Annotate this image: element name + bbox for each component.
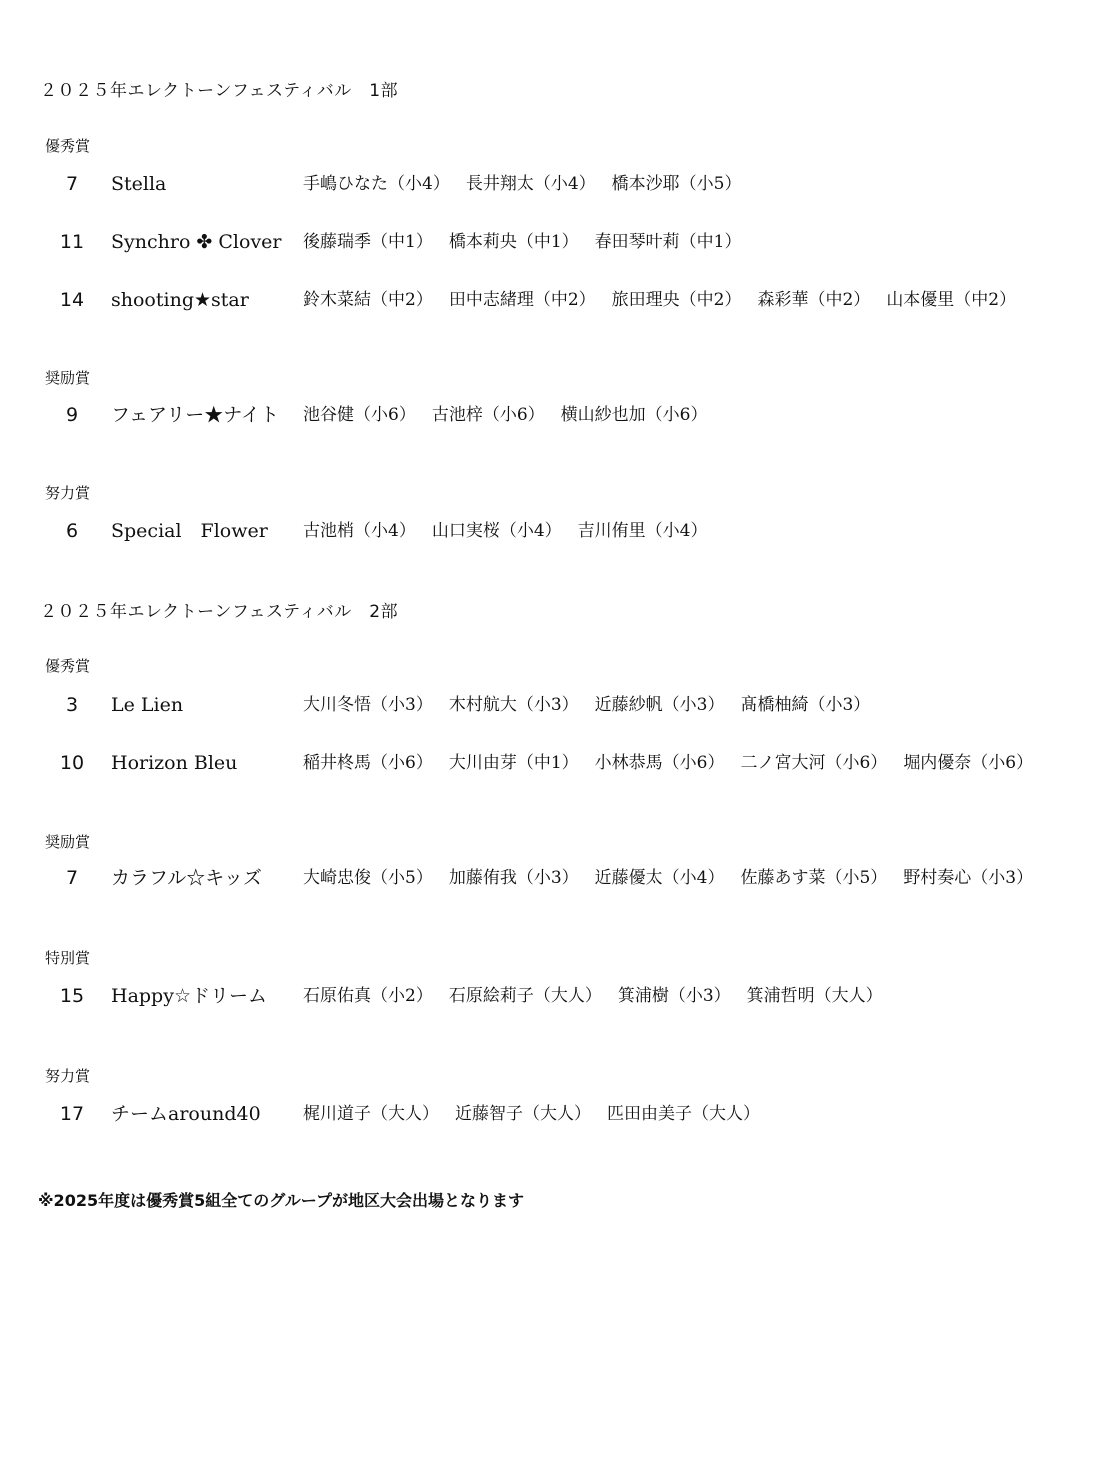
member: 鈴木菜結（中2） bbox=[303, 290, 433, 310]
member: 古池梓（小6） bbox=[431, 405, 545, 425]
entry-row bbox=[0, 400, 1108, 430]
member: 横山紗也加（小6） bbox=[560, 405, 708, 425]
member-list bbox=[303, 227, 757, 257]
member: 山本優里（中2） bbox=[886, 290, 1017, 310]
group-name: カラフル☆キッズ bbox=[111, 867, 262, 889]
member: 手嶋ひなた（小4） bbox=[303, 174, 450, 194]
entry-row bbox=[0, 227, 1108, 257]
entry-row bbox=[0, 169, 1108, 199]
group-name: Special Flower bbox=[111, 520, 268, 542]
entry-number: 11 bbox=[59, 231, 85, 253]
member-list bbox=[303, 516, 723, 546]
group-name: Stella bbox=[111, 173, 167, 195]
member: 古池梢（小4） bbox=[303, 521, 416, 541]
entry-number: 15 bbox=[59, 985, 85, 1007]
group-name: Synchro ✤ Clover bbox=[111, 231, 282, 253]
member: 木村航大（小3） bbox=[448, 695, 579, 715]
group-name: フェアリー★ナイト bbox=[111, 404, 279, 426]
entry-number: 3 bbox=[65, 694, 79, 716]
member: 橋本莉央（中1） bbox=[448, 232, 579, 252]
member: 箕浦樹（小3） bbox=[617, 986, 731, 1006]
entry-number: 6 bbox=[65, 520, 79, 542]
member: 石原絵莉子（大人） bbox=[448, 986, 602, 1006]
entry-number: 7 bbox=[65, 867, 79, 889]
award-label-part2-encouragement: 奨励賞 bbox=[45, 833, 91, 851]
member-list bbox=[303, 690, 886, 720]
entry-number: 14 bbox=[59, 289, 85, 311]
group-name: Happy☆ドリーム bbox=[111, 985, 267, 1007]
group-name: チームaround40 bbox=[111, 1103, 261, 1125]
member: 梶川道子（大人） bbox=[303, 1104, 439, 1124]
member: 近藤智子（大人） bbox=[455, 1104, 591, 1124]
award-label-part1-encouragement: 奨励賞 bbox=[45, 369, 91, 387]
part2-title: ２０２５年エレクトーンフェスティバル 2部 bbox=[40, 602, 399, 622]
member: 山口実桜（小4） bbox=[431, 521, 562, 541]
member: 旅田理央（中2） bbox=[611, 290, 742, 310]
entry-number: 7 bbox=[65, 173, 79, 195]
entry-row bbox=[0, 748, 1108, 778]
member: 近藤優太（小4） bbox=[594, 868, 725, 888]
award-label-part2-effort: 努力賞 bbox=[45, 1067, 91, 1085]
member: 髙橋柚綺（小3） bbox=[740, 695, 871, 715]
member-list bbox=[303, 863, 1049, 893]
entry-number: 10 bbox=[59, 752, 85, 774]
member: 小林恭馬（小6） bbox=[594, 753, 725, 773]
member: 森彩華（中2） bbox=[757, 290, 871, 310]
member: 匹田由美子（大人） bbox=[607, 1104, 760, 1124]
member-list bbox=[303, 169, 757, 199]
member: 二ノ宮大河（小6） bbox=[740, 753, 888, 773]
member: 大崎忠俊（小5） bbox=[303, 868, 433, 888]
member: 吉川侑里（小4） bbox=[577, 521, 708, 541]
footnote: ※2025年度は優秀賞5組全てのグループが地区大会出場となります bbox=[38, 1191, 524, 1210]
member: 橋本沙耶（小5） bbox=[611, 174, 742, 194]
member: 佐藤あす菜（小5） bbox=[740, 868, 888, 888]
group-name: shooting★star bbox=[111, 289, 249, 311]
member: 加藤侑我（小3） bbox=[448, 868, 579, 888]
award-label-part1-effort: 努力賞 bbox=[45, 484, 91, 502]
member: 長井翔太（小4） bbox=[465, 174, 596, 194]
member: 箕浦哲明（大人） bbox=[746, 986, 883, 1006]
award-label-part2-excellent: 優秀賞 bbox=[45, 657, 91, 675]
member-list bbox=[303, 981, 899, 1011]
entry-row bbox=[0, 285, 1108, 315]
member-list bbox=[303, 748, 1049, 778]
member-list bbox=[303, 285, 1032, 315]
member: 大川由芽（中1） bbox=[448, 753, 579, 773]
entry-row bbox=[0, 1099, 1108, 1129]
group-name: Le Lien bbox=[111, 694, 184, 716]
member: 田中志緒理（中2） bbox=[448, 290, 596, 310]
part1-title: ２０２５年エレクトーンフェスティバル 1部 bbox=[40, 81, 399, 101]
member: 後藤瑞季（中1） bbox=[303, 232, 433, 252]
award-label-part1-excellent: 優秀賞 bbox=[45, 137, 91, 155]
entry-number: 17 bbox=[59, 1103, 85, 1125]
member: 春田琴叶莉（中1） bbox=[594, 232, 742, 252]
entry-row bbox=[0, 516, 1108, 546]
group-name: Horizon Bleu bbox=[111, 752, 238, 774]
member: 大川冬悟（小3） bbox=[303, 695, 433, 715]
member: 近藤紗帆（小3） bbox=[594, 695, 725, 715]
entry-row bbox=[0, 863, 1108, 893]
entry-row bbox=[0, 690, 1108, 720]
member-list bbox=[303, 400, 723, 430]
entry-row bbox=[0, 981, 1108, 1011]
member: 石原佑真（小2） bbox=[303, 986, 433, 1006]
member: 堀内優奈（小6） bbox=[903, 753, 1034, 773]
member: 池谷健（小6） bbox=[303, 405, 416, 425]
member-list bbox=[303, 1099, 776, 1129]
award-label-part2-special: 特別賞 bbox=[45, 949, 91, 967]
member: 稲井柊馬（小6） bbox=[303, 753, 433, 773]
entry-number: 9 bbox=[65, 404, 79, 426]
member: 野村奏心（小3） bbox=[903, 868, 1034, 888]
